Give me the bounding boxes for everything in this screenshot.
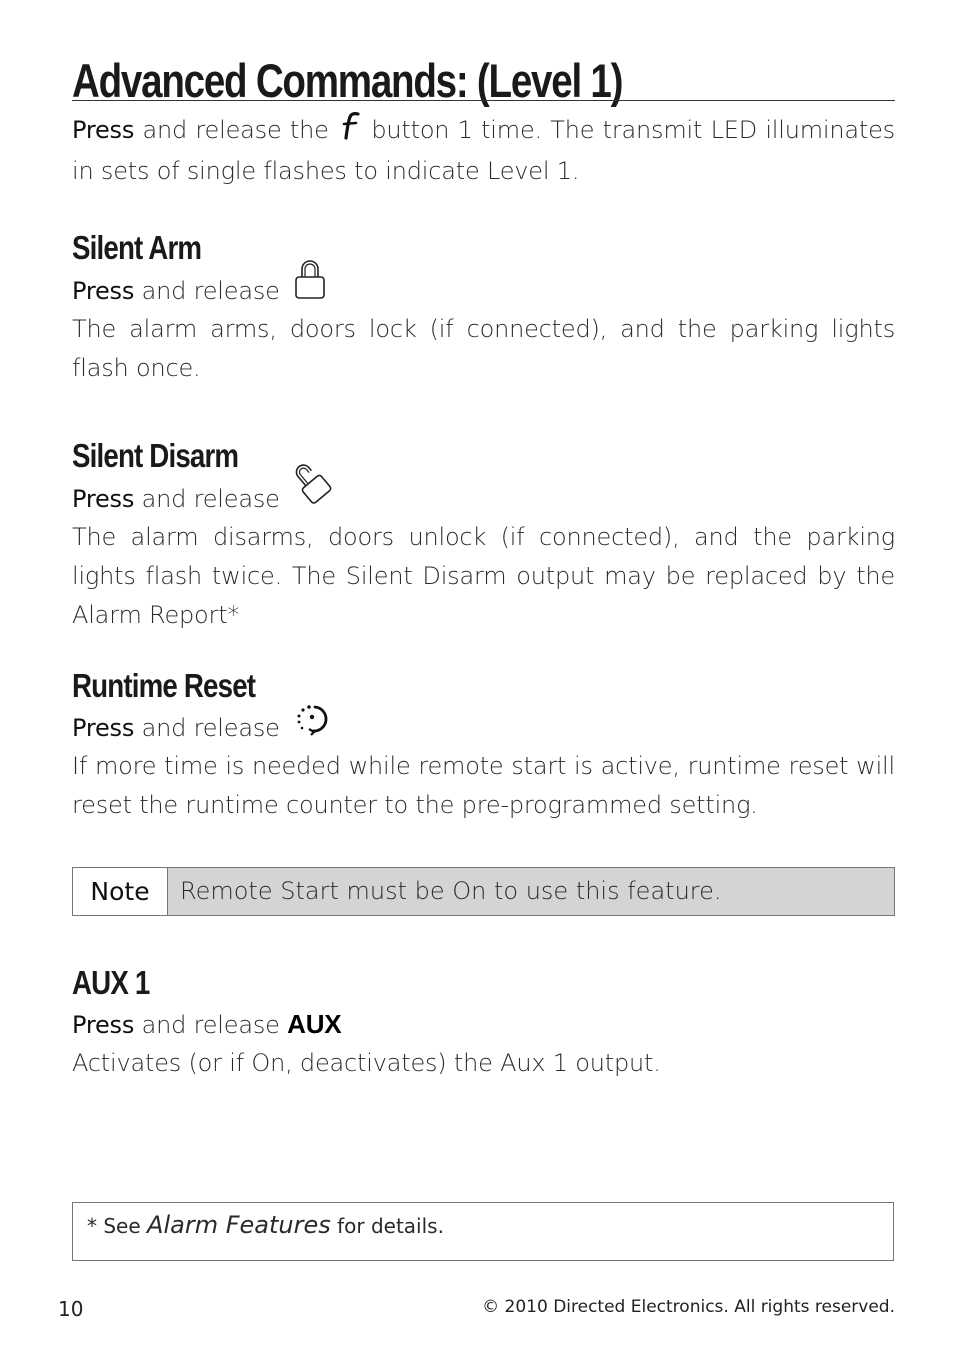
intro-after-icon: button 1 time. The transmit LED illuminates in sets of single flashes to indicate Level 1. [72, 116, 895, 185]
aux1-press: Press [72, 1011, 135, 1039]
silent-disarm-description: The alarm disarms, doors unlock (if connected), and the parking lights flash twice. The Silent Disarm output may be replaced by the Alarm Report* [72, 523, 895, 629]
footnote-emphasis: Alarm Features [147, 1211, 331, 1239]
silent-disarm-instruction-text: and release [134, 485, 280, 513]
intro-before-icon: and release the [134, 116, 338, 144]
heading-silent-arm: Silent Arm [72, 229, 202, 266]
padlock-unlocked-icon [293, 455, 333, 521]
silent-arm-description: The alarm arms, doors lock (if connected), and the parking lights flash once. [72, 315, 895, 382]
footnote-suffix: for details. [330, 1214, 444, 1238]
footnote-box [72, 1202, 894, 1261]
runtime-reset-description: If more time is needed while remote start is active, runtime reset will reset the runtime counter to the pre-programmed setting. [72, 752, 895, 819]
aux1-instruction-text: and release [134, 1011, 288, 1039]
note-label: Note [73, 868, 168, 915]
silent-arm-press: Press [72, 277, 135, 305]
aux1-instruction [72, 1005, 895, 1045]
silent-disarm-press: Press [72, 485, 135, 513]
function-f-icon [337, 110, 363, 152]
note-text: Remote Start must be On to use this feature. [180, 877, 722, 905]
heading-runtime-reset: Runtime Reset [72, 667, 256, 704]
padlock-locked-icon [293, 257, 327, 313]
runtime-reset-instruction [72, 709, 895, 749]
intro-paragraph [72, 110, 895, 191]
heading-silent-disarm: Silent Disarm [72, 437, 239, 474]
aux-button-label: AUX [287, 1009, 342, 1039]
silent-arm-instruction-text: and release [134, 277, 280, 305]
runtime-reset-instruction-text: and release [134, 714, 280, 742]
silent-disarm-instruction [72, 479, 895, 521]
silent-arm-instruction [72, 271, 895, 313]
aux1-description: Activates (or if On, deactivates) the Aux 1 output. [72, 1049, 661, 1077]
footnote [87, 1211, 444, 1239]
runtime-reset-icon [293, 701, 329, 749]
title-rule [72, 100, 895, 101]
heading-aux1: AUX 1 [72, 964, 150, 1001]
runtime-reset-press: Press [72, 714, 135, 742]
page-number: 10 [58, 1297, 84, 1321]
intro-press: Press [72, 116, 135, 144]
note-box [72, 867, 895, 916]
footnote-prefix: * See [87, 1214, 148, 1238]
copyright: © 2010 Directed Electronics. All rights reserved. [482, 1297, 895, 1317]
page-title: Advanced Commands: (Level 1) [72, 54, 623, 107]
